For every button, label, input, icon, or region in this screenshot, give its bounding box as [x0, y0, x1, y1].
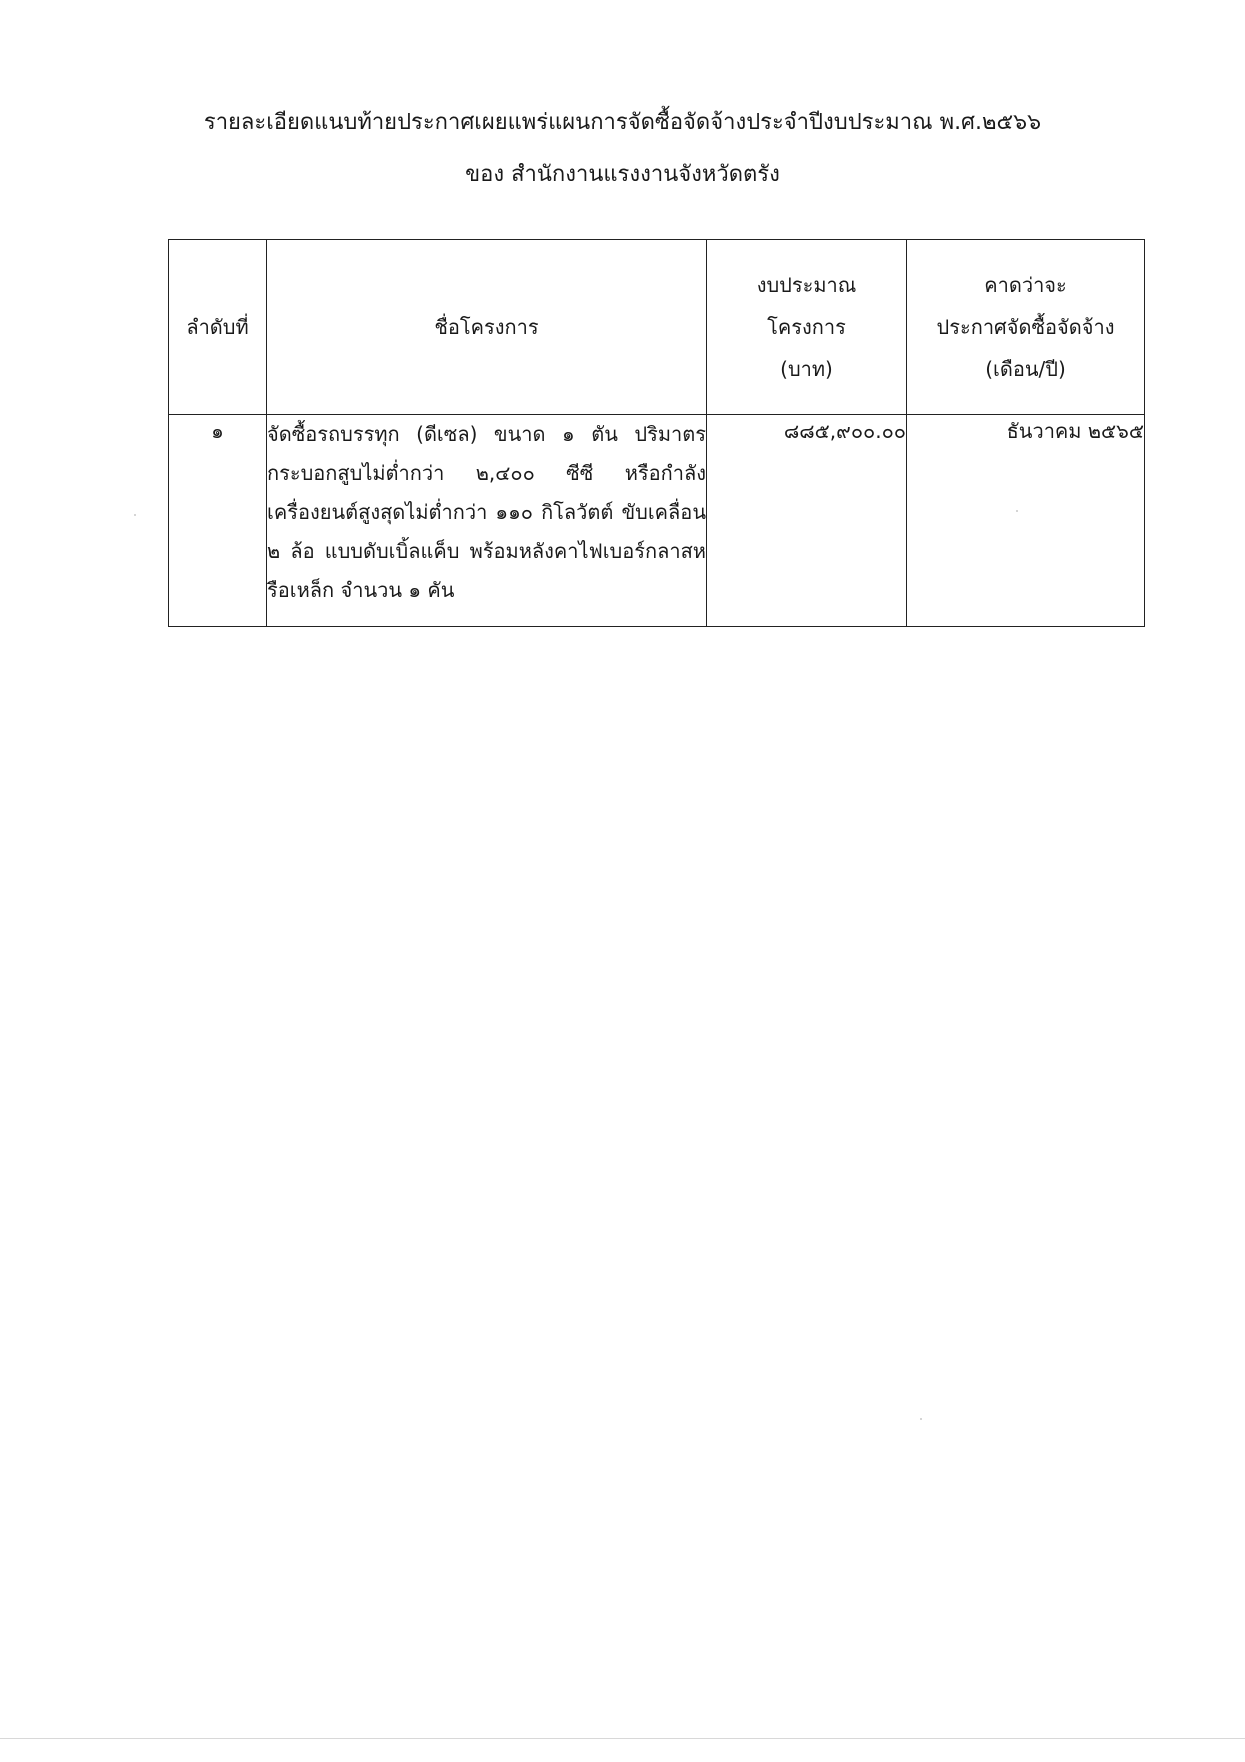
document-title: รายละเอียดแนบท้ายประกาศเผยแพร่แผนการจัดซื้อจัดจ้างประจำปีงบประมาณ พ.ศ.๒๕๖๖ [203, 110, 1042, 135]
scan-speck [1016, 510, 1018, 512]
header-project-budget: งบประมาณ โครงการ (บาท) [707, 240, 907, 415]
table-header-row [169, 240, 1145, 415]
header-expected-announcement: คาดว่าจะ ประกาศจัดซื้อจัดจ้าง (เดือน/ปี) [907, 240, 1145, 415]
scan-speck [134, 514, 136, 516]
row-expected-month-year: ธันวาคม ๒๕๖๕ [907, 415, 1145, 627]
scan-edge-line [0, 1738, 1245, 1739]
table-row [169, 415, 1145, 627]
row-project-budget: ๘๘๕,๙๐๐.๐๐ [707, 415, 907, 627]
procurement-plan-table [168, 239, 1145, 627]
header-project-name: ชื่อโครงการ [267, 240, 707, 415]
document-subtitle: ของ สำนักงานแรงงานจังหวัดตรัง [465, 162, 780, 187]
scan-speck [920, 1418, 922, 1420]
row-project-name: จัดซื้อรถบรรทุก (ดีเซล) ขนาด ๑ ตัน ปริมาตรกระบอกสูบไม่ต่ำกว่า ๒,๔๐๐ ซีซี หรือกำลังเครื่องยนต์สูงสุดไม่ต่ำกว่า ๑๑๐ กิโลวัตต์ ขับเคลื่อน ๒ ล้อ แบบดับเบิ้ลแค็บ พร้อมหลังคาไฟเบอร์กลาสหรือเหล็ก จำนวน ๑ คัน [267, 415, 707, 627]
header-sequence-number: ลำดับที่ [169, 240, 267, 415]
row-sequence-number: ๑ [169, 415, 267, 627]
